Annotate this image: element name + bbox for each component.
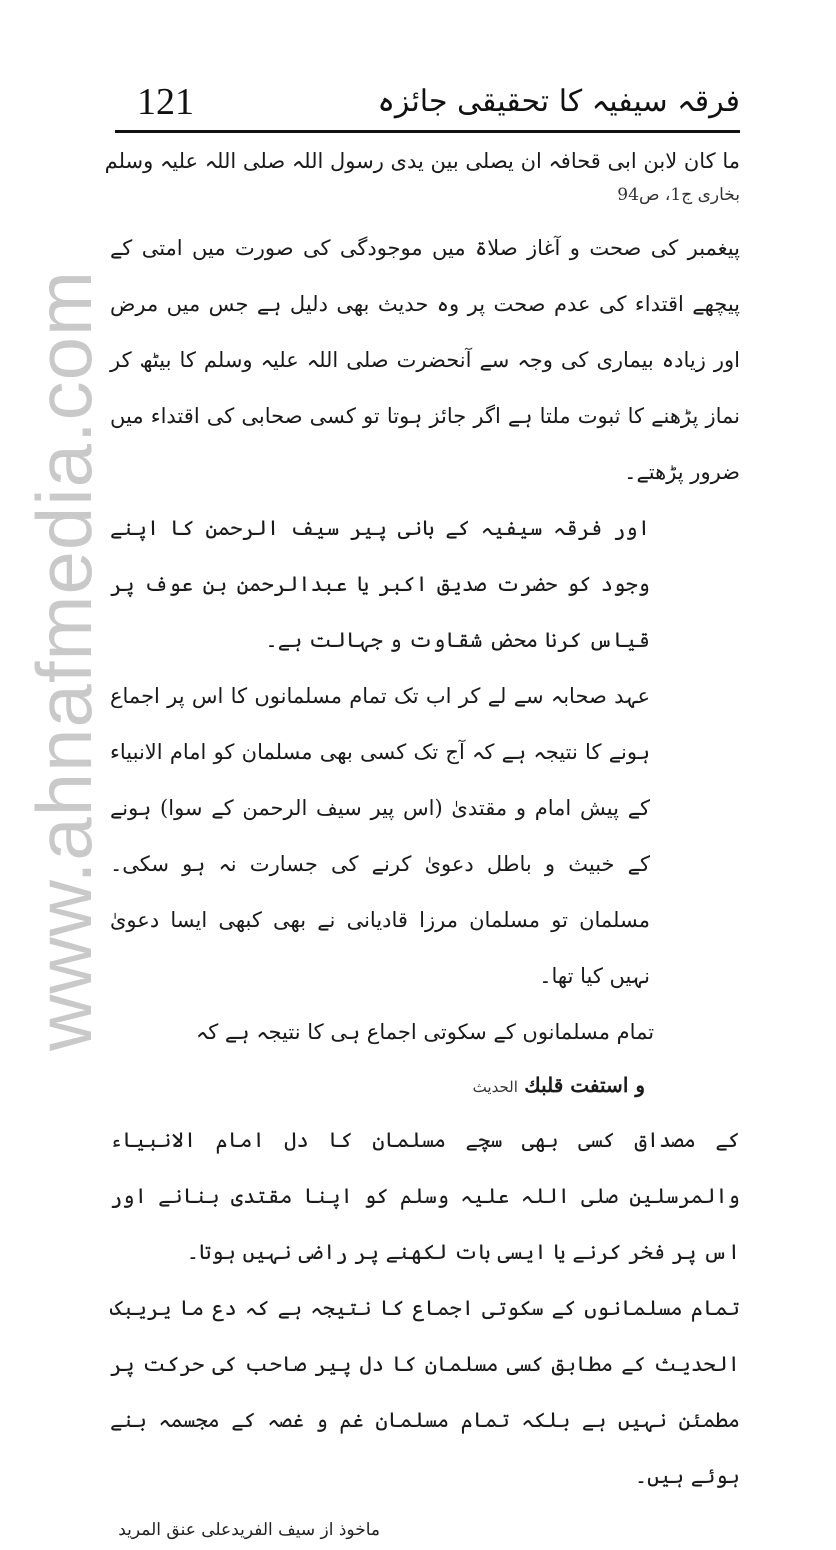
arabic-quote: ما کان لابن ابی قحافہ ان یصلی بین یدی رسول اللہ صلی اللہ علیہ وسلم (104, 149, 740, 173)
paragraph-3: عہد صحابہ سے لے کر اب تک تمام مسلمانوں کا اس پر اجماع ہونے کا نتیجہ ہے کہ آج تک کسی بھی مسلمان کو امام الانبیاء کے پیش امام و مقتدیٰ (اس پیر سیف الرحمن کے سوا) ہونے کے خبیث و باطل دعویٰ کرنے کی جسارت نہ ہو سکی۔ مسلمان تو مسلمان مرزا قادیانی نے بھی کبھی ایسا دعویٰ نہیں کیا تھا۔ (110, 684, 650, 988)
source-citation: ماخوذ از سیف الفریدعلی عنق المرید (118, 1520, 380, 1540)
paragraph-2: اور فرقہ سیفیہ کے بانی پیر سیف الرحمن کا اپنے وجود کو حضرت صدیق اکبر یا عبدالرحمن بن عوف پر قیاس کرنا محض شقاوت و جہالت ہے۔ (110, 516, 650, 652)
header-divider (115, 130, 740, 133)
consensus-line: تمام مسلمانوں کے سکوتی اجماع ہی کا نتیجہ ہے کہ (195, 1020, 655, 1044)
paragraph-4: کے مصداق کسی بھی سچے مسلمان کا دل امام الانبیاء والمرسلین صلی اللہ علیہ وسلم کو اپنا مقتدی بنانے اور اس پر فخر کرنے یا ایسی بات لکھنے پر راضی نہیں ہوتا۔ (110, 1128, 740, 1264)
hadith-label: الحدیث (472, 1078, 518, 1096)
watermark (14, 269, 114, 1051)
running-title: فرقہ سیفیہ کا تحقیقی جائزہ (377, 84, 740, 119)
paragraph-1: پیغمبر کی صحت و آغاز صلاۃ میں موجودگی کی صورت میں امتی کے پیچھے اقتداء کی عدم صحت پر وہ حدیث بھی دلیل ہے جس میں مرض اور زیادہ بیماری کی وجہ سے آنحضرت صلی اللہ علیہ وسلم کا بیٹھ کر نماز پڑھنے کا ثبوت ملتا ہے اگر جائز ہوتا تو کسی صحابی کی اقتداء میں ضرور پڑھتے۔ (110, 236, 740, 484)
page-number: 121 (137, 81, 194, 123)
watermark-text: www.ahnafmedia.com (19, 269, 108, 1051)
hadith-text: و استفت قلبك (524, 1073, 645, 1097)
hadith-line (110, 1060, 740, 1112)
quote-reference: بخاری ج1، ص94 (617, 185, 740, 205)
paragraph-5: تمام مسلمانوں کے سکوتی اجماع کا نتیجہ ہے کہ دع ما یریبک الحدیث کے مطابق کسی مسلمان کا دل پیر صاحب کی حرکت پر مطمئن نہیں ہے بلکہ تمام مسلمان غم و غصہ کے مجسمہ بنے ہوئے ہیں۔ (110, 1296, 740, 1488)
page-header (115, 80, 740, 128)
page-body (104, 142, 740, 1550)
